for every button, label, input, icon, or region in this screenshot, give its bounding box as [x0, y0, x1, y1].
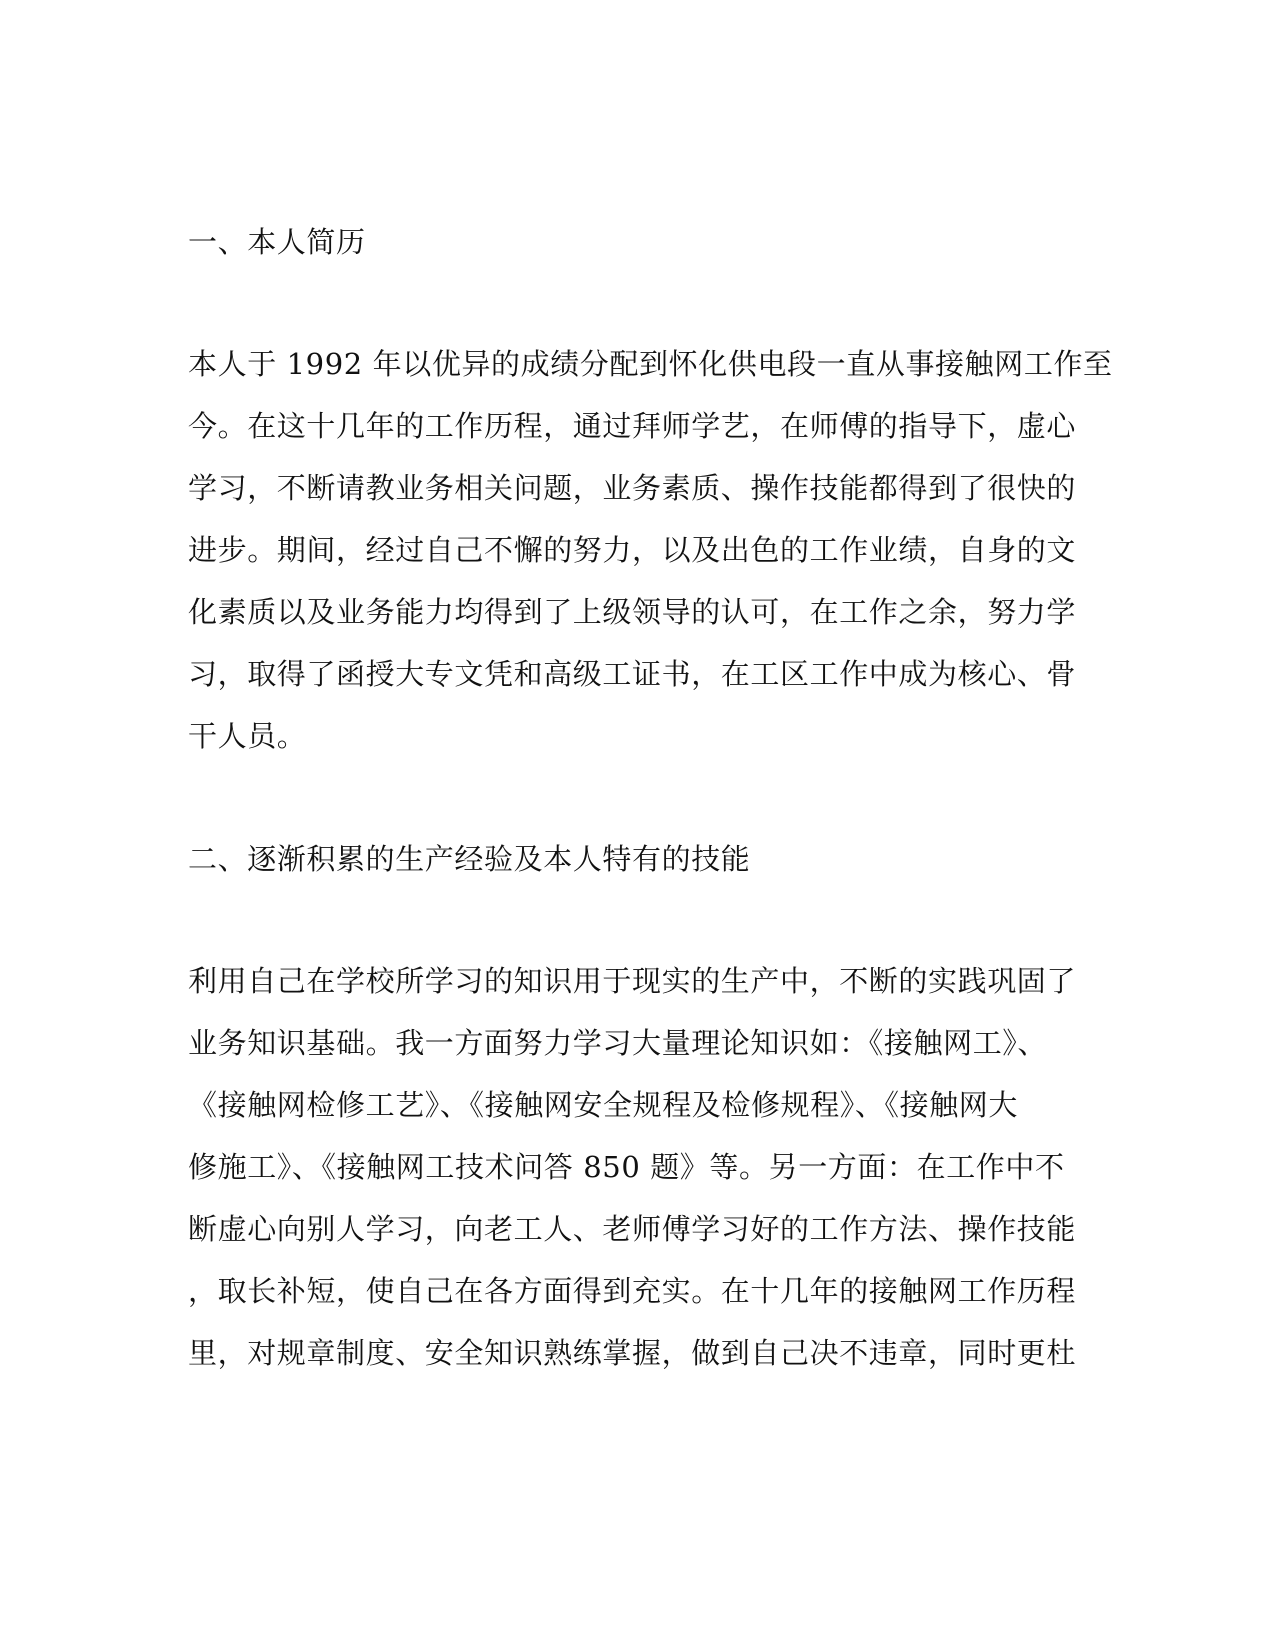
section-2-line-7: 里，对规章制度、安全知识熟练掌握，做到自己决不违章，同时更杜 — [188, 1336, 1077, 1370]
section-2-line-3: 《接触网检修工艺》、《接触网安全规程及检修规程》、《接触网大 — [188, 1088, 1019, 1122]
section-1-line-5: 化素质以及业务能力均得到了上级领导的认可，在工作之余，努力学 — [188, 595, 1077, 629]
section-1-line-4: 进步。期间，经过自己不懈的努力，以及出色的工作业绩，自身的文 — [188, 533, 1077, 567]
section-1-line-7: 干人员。 — [188, 719, 307, 753]
section-1-line-1: 本人于 1992 年以优异的成绩分配到怀化供电段一直从事接触网工作至 — [188, 347, 1113, 381]
section-1-heading: 一、本人简历 — [188, 225, 366, 259]
section-2-line-6: ，取长补短，使自己在各方面得到充实。在十几年的接触网工作历程 — [188, 1274, 1077, 1308]
section-2-line-5: 断虚心向别人学习，向老工人、老师傅学习好的工作方法、操作技能 — [188, 1212, 1077, 1246]
section-1-line-2: 今。在这十几年的工作历程，通过拜师学艺，在师傅的指导下，虚心 — [188, 409, 1077, 443]
section-2-line-2: 业务知识基础。我一方面努力学习大量理论知识如：《接触网工》、 — [188, 1026, 1048, 1060]
section-2-heading: 二、逐渐积累的生产经验及本人特有的技能 — [188, 842, 751, 876]
section-1-line-3: 学习，不断请教业务相关问题，业务素质、操作技能都得到了很快的 — [188, 471, 1077, 505]
section-1-line-6: 习，取得了函授大专文凭和高级工证书，在工区工作中成为核心、骨 — [188, 657, 1077, 691]
section-2-line-4: 修施工》、《接触网工技术问答 850 题》等。另一方面：在工作中不 — [188, 1150, 1065, 1184]
section-2-line-1: 利用自己在学校所学习的知识用于现实的生产中，不断的实践巩固了 — [188, 964, 1077, 998]
